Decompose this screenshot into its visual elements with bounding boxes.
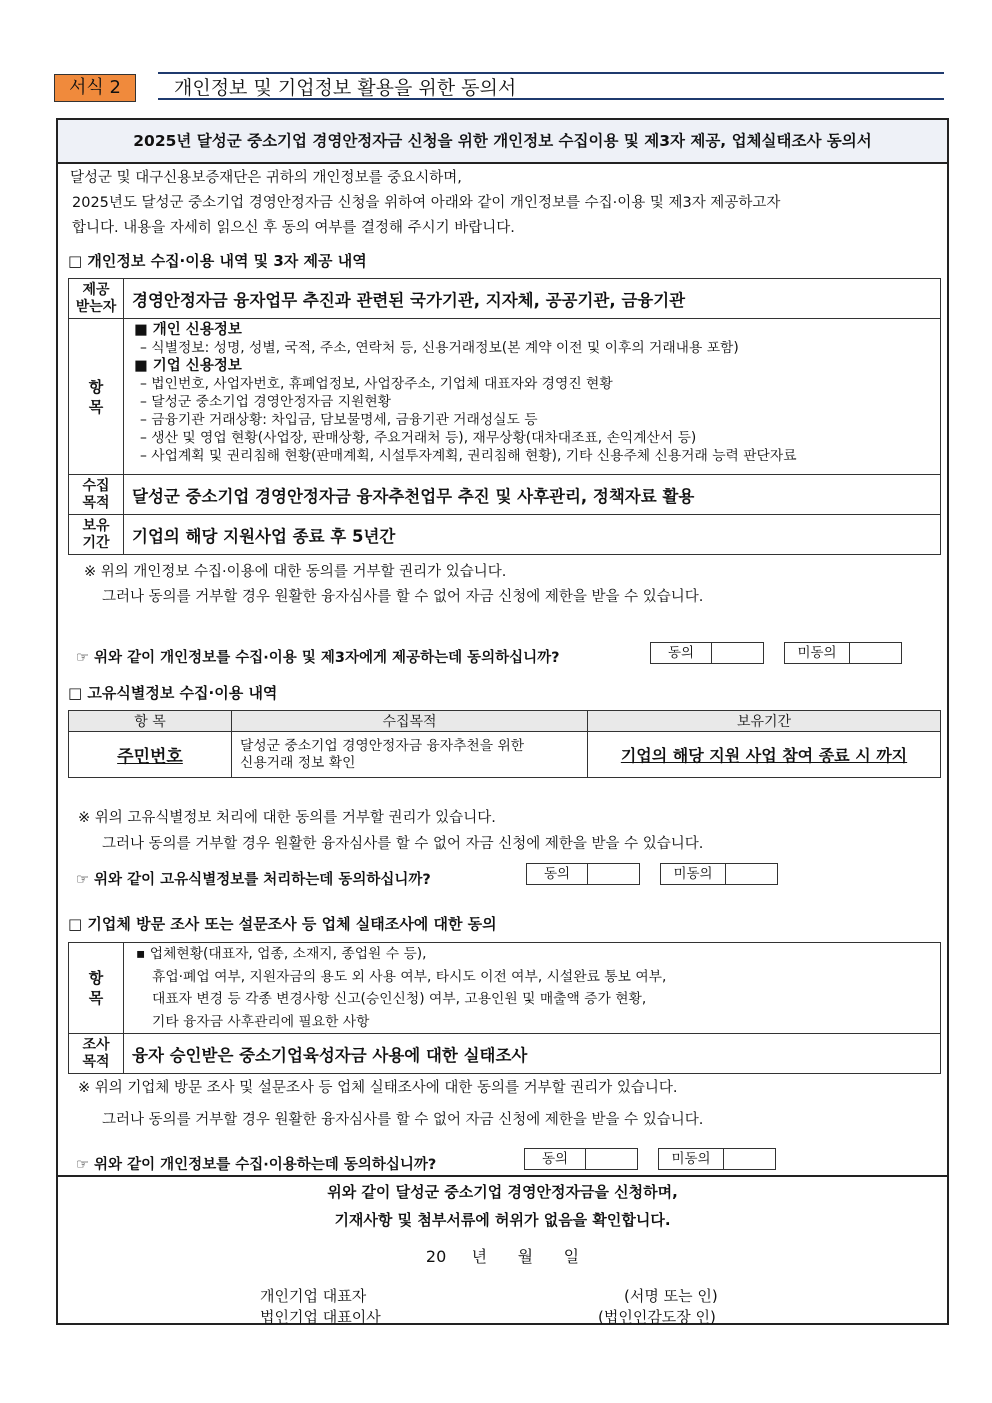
recipient-value: 경영안정자금 융자업무 추진과 관련된 국가기관, 지자체, 공공기관, 금융기관 bbox=[124, 279, 941, 319]
purpose-value: 달성군 중소기업 경영안정자금 융자추천업무 추진 및 사후관리, 정책자료 활용 bbox=[124, 475, 941, 515]
purpose-cell bbox=[232, 732, 588, 778]
list-item: 휴업·폐업 여부, 지원자금의 용도 외 사용 여부, 타시도 이전 여부, 시설완료 통보 여부, bbox=[152, 968, 667, 985]
period-cell bbox=[588, 732, 941, 778]
personal-info-table bbox=[68, 278, 941, 555]
section-3-title: □ 기업체 방문 조사 또는 설문조사 등 업체 실태조사에 대한 동의 bbox=[68, 915, 497, 933]
section-3-note-1: ※ 위의 기업체 방문 조사 및 설문조사 등 업체 실태조사에 대한 동의를 거부할 권리가 있습니다. bbox=[78, 1080, 678, 1096]
section-1-disagree-box[interactable] bbox=[784, 642, 902, 664]
col-header-item: 항 목 bbox=[69, 711, 232, 732]
survey-purpose-label: 조사 목적 bbox=[69, 1034, 124, 1074]
agree-label: 동의 bbox=[527, 864, 588, 884]
list-item: 기타 융자금 사후관리에 필요한 사항 bbox=[152, 1013, 370, 1030]
section-3-agree-box[interactable] bbox=[524, 1148, 638, 1170]
agree-label: 동의 bbox=[651, 643, 712, 663]
intro-line-2: 2025년도 달성군 중소기업 경영안정자금 신청을 위하여 아래와 같이 개인정보를 수집·이용 및 제3자 제공하고자 bbox=[72, 195, 781, 211]
item-cell bbox=[69, 732, 232, 778]
section-2-agree-box[interactable] bbox=[526, 863, 640, 885]
form-title: 개인정보 및 기업정보 활용을 위한 동의서 bbox=[158, 72, 944, 100]
period-value: 기업의 해당 지원사업 종료 후 5년간 bbox=[124, 515, 941, 555]
survey-table bbox=[68, 942, 941, 1074]
list-item: – 사업계획 및 권리침해 현황(판매계획, 시설투자계획, 권리침해 현황), 기타 신용주체 신용거래 능력 판단자료 bbox=[140, 448, 797, 464]
purpose-line: 달성군 중소기업 경영안정자금 융자추천을 위한 bbox=[240, 737, 525, 754]
section-1-note-1: ※ 위의 개인정보 수집·이용에 대한 동의를 거부할 권리가 있습니다. bbox=[84, 564, 507, 580]
section-2-question: ☞ 위와 같이 고유식별정보를 처리하는데 동의하십니까? bbox=[76, 872, 431, 888]
period-label: 보유 기간 bbox=[69, 515, 124, 555]
items-label: 항 목 bbox=[69, 943, 124, 1034]
signature-mark-individual: (서명 또는 인) bbox=[624, 1287, 718, 1305]
main-title: 2025년 달성군 중소기업 경영안정자금 신청을 위한 개인정보 수집이용 및 제3자 제공, 업체실태조사 동의서 bbox=[58, 120, 947, 164]
agree-label: 동의 bbox=[525, 1149, 586, 1169]
section-2-note-2: 그러나 동의를 거부할 경우 원활한 융자심사를 할 수 없어 자금 신청에 제한을 받을 수 있습니다. bbox=[102, 836, 704, 852]
survey-purpose-value: 융자 승인받은 중소기업육성자금 사용에 대한 실태조사 bbox=[124, 1034, 941, 1074]
divider bbox=[58, 1175, 947, 1177]
signature-mark-corporate: (법인인감도장 인) bbox=[598, 1308, 716, 1326]
col-header-purpose: 수집목적 bbox=[232, 711, 588, 732]
section-3-disagree-box[interactable] bbox=[658, 1148, 776, 1170]
resident-number-label: 주민번호 bbox=[117, 747, 183, 767]
section-3-note-2: 그러나 동의를 거부할 경우 원활한 융자심사를 할 수 없어 자금 신청에 제한을 받을 수 있습니다. bbox=[102, 1112, 704, 1128]
confirmation-line-1: 위와 같이 달성군 중소기업 경영안정자금을 신청하며, bbox=[327, 1183, 678, 1201]
purpose-label: 수집 목적 bbox=[69, 475, 124, 515]
disagree-label: 미동의 bbox=[659, 1149, 724, 1169]
confirmation-line-2: 기재사항 및 첨부서류에 허위가 없음을 확인합니다. bbox=[334, 1211, 671, 1229]
section-1-question: ☞ 위와 같이 개인정보를 수집·이용 및 제3자에게 제공하는데 동의하십니까? bbox=[76, 650, 560, 666]
section-2-disagree-box[interactable] bbox=[660, 863, 778, 885]
purpose-line: 신용거래 정보 확인 bbox=[240, 754, 356, 771]
intro-line-1: 달성군 및 대구신용보증재단은 귀하의 개인정보를 중요시하며, bbox=[70, 170, 462, 186]
section-1-title: □ 개인정보 수집·이용 내역 및 3자 제공 내역 bbox=[68, 252, 367, 270]
list-item: 대표자 변경 등 각종 변경사항 신고(승인신청) 여부, 고용인원 및 매출액 증가 현황, bbox=[152, 991, 647, 1007]
list-item: – 생산 및 영업 현황(사업장, 판매상황, 주요거래처 등), 재무상황(대차대조표, 손익계산서 등) bbox=[140, 430, 697, 446]
section-2-note-1: ※ 위의 고유식별정보 처리에 대한 동의를 거부할 권리가 있습니다. bbox=[78, 810, 496, 826]
col-header-period: 보유기간 bbox=[588, 711, 941, 732]
list-item: – 법인번호, 사업자번호, 휴폐업정보, 사업장주소, 기업체 대표자와 경영진 현황 bbox=[140, 376, 613, 392]
list-item: – 달성군 중소기업 경영안정자금 지원현황 bbox=[140, 394, 392, 410]
consent-form bbox=[56, 118, 949, 1325]
list-item: ■ 개인 신용정보 bbox=[134, 322, 242, 338]
form-header bbox=[54, 72, 944, 102]
items-list bbox=[124, 319, 941, 475]
date-line: 20 년 월 일 bbox=[425, 1247, 580, 1266]
disagree-label: 미동의 bbox=[661, 864, 726, 884]
disagree-label: 미동의 bbox=[785, 643, 850, 663]
list-item: ▪ 업체현황(대표자, 업종, 소재지, 종업원 수 등), bbox=[136, 946, 427, 962]
signature-label-corporate: 법인기업 대표이사 bbox=[260, 1308, 381, 1326]
section-1-note-2: 그러나 동의를 거부할 경우 원활한 융자심사를 할 수 없어 자금 신청에 제한을 받을 수 있습니다. bbox=[102, 589, 704, 605]
signature-label-individual: 개인기업 대표자 bbox=[260, 1287, 367, 1305]
list-item: ■ 기업 신용정보 bbox=[134, 358, 242, 374]
period-text: 기업의 해당 지원 사업 참여 종료 시 까지 bbox=[620, 746, 908, 765]
unique-id-table bbox=[68, 710, 941, 778]
recipient-label: 제공 받는자 bbox=[69, 279, 124, 319]
section-3-question: ☞ 위와 같이 개인정보를 수집·이용하는데 동의하십니까? bbox=[76, 1157, 437, 1173]
list-item: – 식별정보: 성명, 성별, 국적, 주소, 연락처 등, 신용거래정보(본 계약 이전 및 이후의 거래내용 포함) bbox=[140, 340, 739, 356]
section-2-title: □ 고유식별정보 수집·이용 내역 bbox=[68, 684, 278, 702]
section-1-agree-box[interactable] bbox=[650, 642, 764, 664]
intro-line-3: 합니다. 내용을 자세히 읽으신 후 동의 여부를 결정해 주시기 바랍니다. bbox=[72, 220, 515, 236]
list-item: – 금융기관 거래상황: 차입금, 담보물명세, 금융기관 거래성실도 등 bbox=[140, 412, 538, 428]
survey-items bbox=[124, 943, 941, 1034]
items-label: 항 목 bbox=[69, 319, 124, 475]
form-number-badge: 서식 2 bbox=[54, 74, 136, 102]
